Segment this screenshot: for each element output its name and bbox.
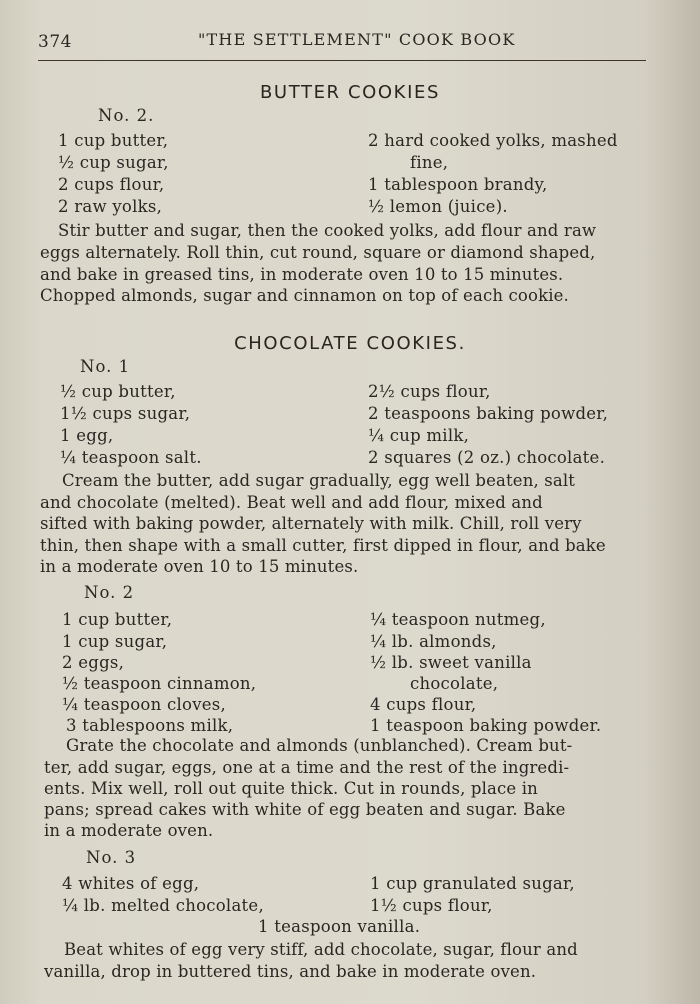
ingredient-right: 2 hard cooked yolks, mashed <box>368 131 618 150</box>
ingredient-left: 1 cup butter, <box>58 131 169 150</box>
directions-line: and bake in greased tins, in moderate oven 10 to 15 minutes. <box>40 265 564 284</box>
ingredient-right: ¼ cup milk, <box>368 426 470 445</box>
directions-line: Grate the chocolate and almonds (unblanched). Cream but- <box>66 736 573 755</box>
ingredient-left: ½ teaspoon cinnamon, <box>62 674 257 693</box>
ingredient-right: 1 teaspoon baking powder. <box>370 716 602 735</box>
directions-line: eggs alternately. Roll thin, cut round, square or diamond shaped, <box>40 243 596 262</box>
directions-line: vanilla, drop in buttered tins, and bake in moderate oven. <box>44 962 537 981</box>
ingredient-left: 1 egg, <box>60 426 114 445</box>
ingredient-left: ¼ teaspoon cloves, <box>62 695 226 714</box>
ingredient-right: chocolate, <box>410 674 499 693</box>
chocolate-no1-number: No. 1 <box>80 357 131 376</box>
ingredient-left: 2 eggs, <box>62 653 125 672</box>
ingredient-left: 1½ cups sugar, <box>60 404 191 423</box>
directions-line: Chopped almonds, sugar and cinnamon on top of each cookie. <box>40 286 569 305</box>
ingredient-right: fine, <box>410 153 449 172</box>
directions-line: and chocolate (melted). Beat well and add flour, mixed and <box>40 493 543 512</box>
ingredient-right: ¼ lb. almonds, <box>370 632 497 651</box>
butter-cookies-number: No. 2. <box>98 106 155 125</box>
ingredient-right: 2½ cups flour, <box>368 382 491 401</box>
ingredient-right: 1 cup granulated sugar, <box>370 874 575 893</box>
ingredient-left: ½ cup butter, <box>60 382 176 401</box>
ingredient-right: 2 squares (2 oz.) chocolate. <box>368 448 606 467</box>
directions-line: in a moderate oven 10 to 15 minutes. <box>40 557 359 576</box>
chocolate-cookies-title: CHOCOLATE COOKIES. <box>234 333 466 354</box>
ingredient-right: ½ lemon (juice). <box>368 197 508 216</box>
directions-line: sifted with baking powder, alternately with milk. Chill, roll very <box>40 514 582 533</box>
butter-cookies-title: BUTTER COOKIES <box>259 82 440 103</box>
chocolate-no2-number: No. 2 <box>84 583 135 602</box>
directions-line: Stir butter and sugar, then the cooked yolks, add flour and raw <box>58 221 597 240</box>
running-title: "THE SETTLEMENT" COOK BOOK <box>198 30 516 49</box>
directions-line: Cream the butter, add sugar gradually, egg well beaten, salt <box>62 471 576 490</box>
directions-line: pans; spread cakes with white of egg beaten and sugar. Bake <box>44 800 566 819</box>
directions-line: thin, then shape with a small cutter, first dipped in flour, and bake <box>40 536 606 555</box>
ingredient-right: 4 cups flour, <box>370 695 477 714</box>
ingredient-left: 1 cup butter, <box>62 610 173 629</box>
ingredient-right: ½ lb. sweet vanilla <box>370 653 532 672</box>
ingredient-left: 2 raw yolks, <box>58 197 163 216</box>
ingredient-left: ¼ teaspoon salt. <box>60 448 202 467</box>
page-number: 374 <box>38 32 72 52</box>
ingredient-center: 1 teaspoon vanilla. <box>258 917 421 936</box>
page-header <box>38 28 646 58</box>
ingredient-left: 1 cup sugar, <box>62 632 168 651</box>
ingredient-left: ½ cup sugar, <box>58 153 169 172</box>
ingredient-left: ¼ lb. melted chocolate, <box>62 896 264 915</box>
chocolate-no3-number: No. 3 <box>86 848 137 867</box>
ingredient-right: ¼ teaspoon nutmeg, <box>370 610 546 629</box>
ingredient-left: 2 cups flour, <box>58 175 165 194</box>
ingredient-right: 1 tablespoon brandy, <box>368 175 548 194</box>
ingredient-right: 1½ cups flour, <box>370 896 493 915</box>
directions-line: Beat whites of egg very stiff, add chocolate, sugar, flour and <box>64 940 578 959</box>
directions-line: ents. Mix well, roll out quite thick. Cut in rounds, place in <box>44 779 538 798</box>
header-rule <box>38 60 646 61</box>
directions-line: in a moderate oven. <box>44 821 214 840</box>
ingredient-right: 2 teaspoons baking powder, <box>368 404 609 423</box>
directions-line: ter, add sugar, eggs, one at a time and the rest of the ingredi- <box>44 758 570 777</box>
ingredient-left: 3 tablespoons milk, <box>66 716 234 735</box>
ingredient-left: 4 whites of egg, <box>62 874 200 893</box>
